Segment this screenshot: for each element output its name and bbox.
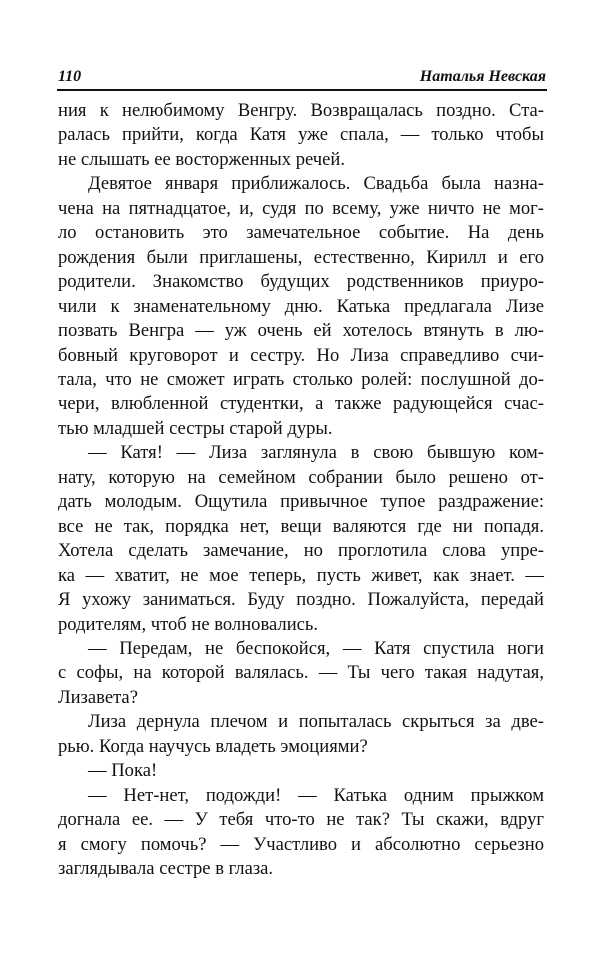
text-line: ния к нелюбимому Венгру. Возвращалась поздно. Ста- (58, 100, 544, 121)
text-line: Я ухожу заниматься. Буду поздно. Пожалуйста, передай (58, 589, 544, 611)
text-line: чили к знаменательному дню. Катька предлагала Лизе (58, 295, 544, 317)
text-line: не слышать ее восторженных речей. (58, 148, 345, 170)
text-line: рождения были приглашены, естественно, Кирилл и его (58, 246, 544, 268)
text-line: дать молодым. Ощутила привычное тупое раздражение: (58, 491, 544, 513)
text-line: с софы, на которой валялась. — Ты чего такая надутая, (58, 662, 544, 684)
text-line: все не так, порядка нет, вещи валяются где ни попадя. (58, 515, 544, 537)
page-body-text (58, 99, 544, 882)
paragraph (58, 99, 544, 172)
paragraph (58, 441, 544, 637)
text-line: рью. Когда научусь владеть эмоциями? (58, 735, 368, 757)
text-line: ралась прийти, когда Катя уже спала, — только чтобы (58, 124, 544, 146)
paragraph (58, 637, 544, 710)
text-line: я смогу помочь? — Участливо и абсолютно серьезно (58, 833, 544, 855)
text-line: — Передам, не беспокойся, — Катя спустила ноги (88, 637, 544, 659)
text-line: позвать Венгра — уж очень ей хотелось втянуть в лю- (58, 320, 544, 342)
text-line: Девятое января приближалось. Свадьба была назна- (88, 173, 544, 195)
running-header-author: Наталья Невская (419, 68, 546, 85)
text-line: Хотела сделать замечание, но проглотила слова упре- (58, 540, 544, 562)
text-line: — Нет-нет, подожди! — Катька одним прыжком (88, 784, 544, 806)
text-line: тью младшей сестры старой дуры. (58, 417, 333, 439)
text-line: Лизавета? (58, 686, 138, 708)
text-line: тала, что не сможет играть столько ролей: послушной до- (58, 368, 544, 390)
text-line: чери, влюбленной студентки, а также радующейся счас- (58, 393, 544, 415)
text-line: ло остановить это замечательное событие. На день (58, 222, 544, 244)
running-header (58, 66, 546, 88)
text-line: бовный круговорот и сестру. Но Лиза справедливо счи- (58, 344, 544, 366)
text-line: родители. Знакомство будущих родственников приуро- (58, 271, 544, 293)
paragraph (58, 710, 544, 759)
text-line: нату, которую на семейном собрании было решено от- (58, 466, 544, 488)
text-line: заглядывала сестре в глаза. (58, 858, 274, 880)
paragraph (58, 759, 544, 783)
text-line: ка — хватит, не мое теперь, пусть живет, как знает. — (58, 564, 544, 586)
text-line: родителям, чтоб не волновались. (58, 613, 319, 635)
text-line: чена на пятнадцатое, и, судя по всему, уже ничто не мог- (58, 197, 544, 219)
paragraph (58, 784, 544, 882)
text-line: — Пока! (88, 760, 158, 782)
header-rule (57, 89, 547, 91)
paragraph (58, 172, 544, 441)
text-line: Лиза дернула плечом и попыталась скрыться за две- (88, 711, 544, 733)
text-line: догнала ее. — У тебя что-то не так? Ты скажи, вдруг (58, 809, 544, 831)
text-line: — Катя! — Лиза заглянула в свою бывшую ком- (88, 442, 544, 464)
page-number: 110 (58, 68, 82, 85)
